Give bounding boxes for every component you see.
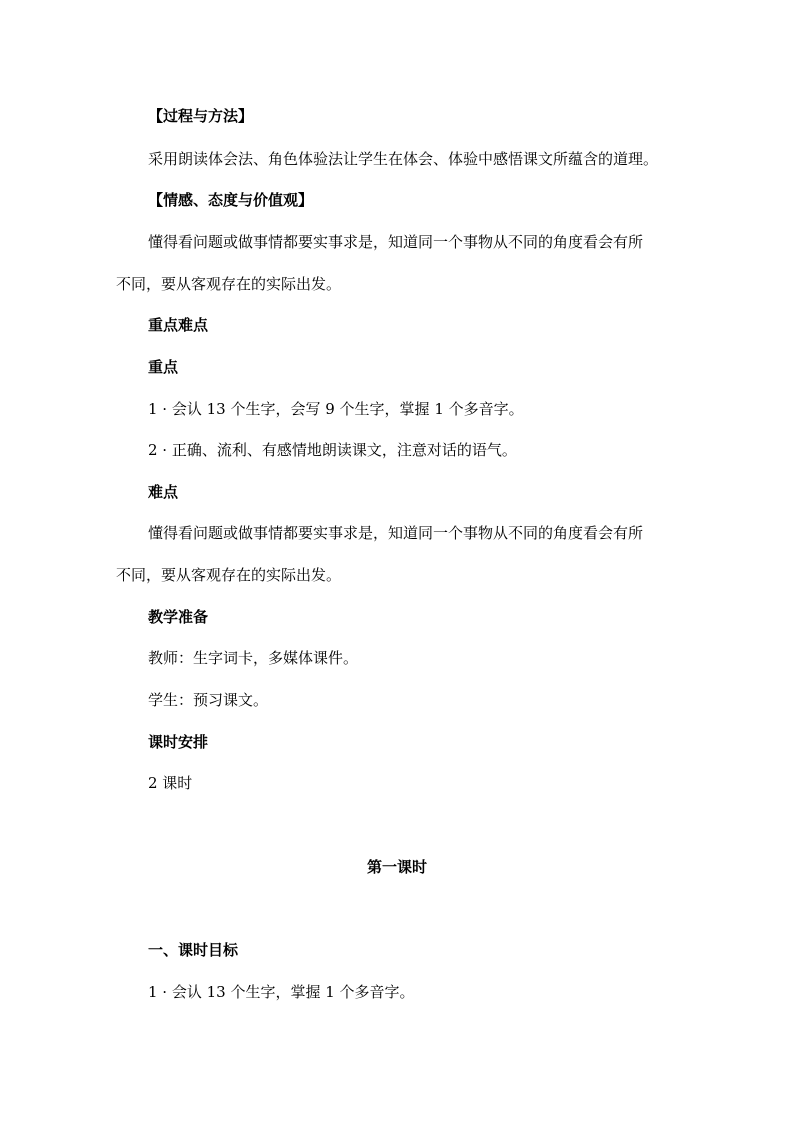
process-method-text: 采用朗读体会法、角色体验法让学生在体会、体验中感悟课文所蕴含的道理。: [148, 150, 659, 168]
lesson-title: 第一课时: [366, 858, 427, 876]
emotion-text-line1: 懂得看问题或做事情都要实事求是，知道同一个事物从不同的角度看会有所: [148, 233, 644, 251]
key-heading: 重点: [148, 358, 179, 376]
difficult-text-line1: 懂得看问题或做事情都要实事求是，知道同一个事物从不同的角度看会有所: [148, 524, 644, 542]
goals-item-1: 1 · 会认 13 个生字，掌握 1 个多音字。: [148, 983, 415, 1001]
goals-heading: 一、课时目标: [148, 941, 239, 959]
difficult-text-line2: 不同，要从客观存在的实际出发。: [116, 566, 342, 584]
process-method-heading: 【过程与方法】: [148, 107, 254, 125]
schedule-text: 2 课时: [148, 774, 193, 792]
schedule-heading: 课时安排: [148, 733, 209, 751]
prep-student: 学生：预习课文。: [148, 691, 269, 709]
key-item-2: 2 · 正确、流利、有感情地朗读课文，注意对话的语气。: [148, 441, 517, 459]
prep-heading: 教学准备: [148, 608, 209, 626]
prep-teacher: 教师：生字词卡，多媒体课件。: [148, 649, 359, 667]
emotion-text-line2: 不同，要从客观存在的实际出发。: [116, 275, 342, 293]
key-item-1: 1 · 会认 13 个生字，会写 9 个生字，掌握 1 个多音字。: [148, 400, 524, 418]
emotion-heading: 【情感、态度与价值观】: [148, 191, 314, 209]
difficult-heading: 难点: [148, 483, 179, 501]
key-difficult-heading: 重点难点: [148, 316, 209, 334]
